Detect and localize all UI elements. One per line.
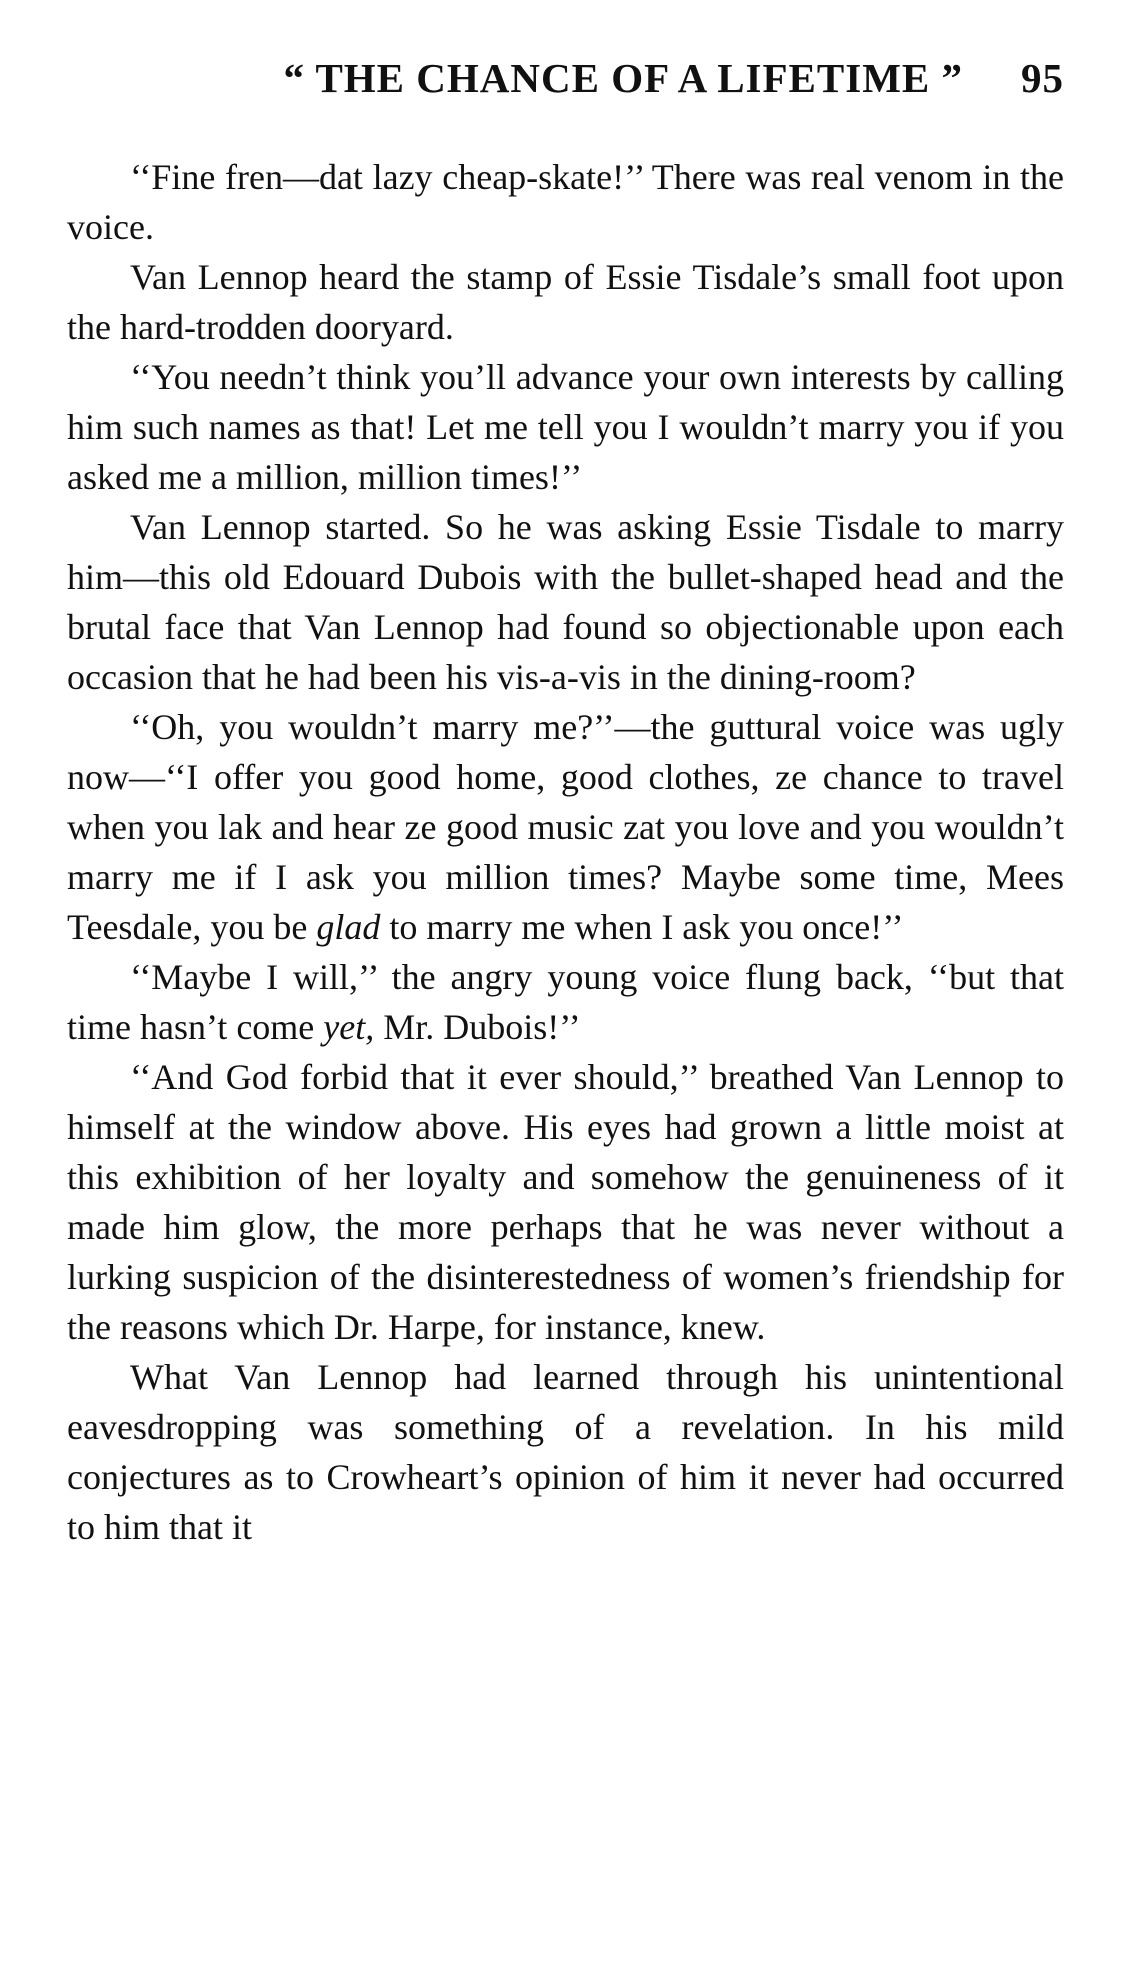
paragraph (67, 152, 1064, 252)
text-run: ‘‘Maybe I will,’’ the angry young voice flung back, ‘‘but that time hasn’t come (67, 957, 1064, 1047)
text-run: What Van Lennop had learned through his unintentional eavesdropping was something of a revelation. In his mild conjectures as to Crowheart’s opinion of him it never had occurred to him that it (67, 1357, 1064, 1547)
paragraph (67, 502, 1064, 702)
paragraph (67, 1352, 1064, 1552)
paragraph (67, 952, 1064, 1052)
text-run: Mr. Dubois!’’ (374, 1007, 581, 1047)
paragraph (67, 352, 1064, 502)
page-number: 95 (1021, 55, 1064, 101)
text-run: ‘‘Fine fren—dat lazy cheap-skate!’’ There was real venom in the voice. (67, 157, 1064, 247)
paragraph (67, 1052, 1064, 1352)
paragraph (67, 702, 1064, 952)
text-run: ‘‘And God forbid that it ever should,’’ breathed Van Lennop to himself at the window above. His eyes had grown a little moist at this exhibition of her loyalty and somehow the genuineness of it made him glow, the more perhaps that he was never without a lurking suspicion of the disinterestedness of women’s friendship for the reasons which Dr. Harpe, for instance, knew. (67, 1057, 1064, 1347)
text-run: ‘‘Oh, you wouldn’t marry me?’’—the guttural voice was ugly now—‘‘I offer you good home, good clothes, ze chance to travel when you lak and hear ze good music zat you love and you wouldn’t marry me if I ask you million times? Maybe some time, Mees Teesdale, you be (67, 707, 1064, 947)
italic-text: glad (316, 907, 381, 947)
running-title: “ THE CHANCE OF A LIFETIME ” (283, 55, 963, 101)
running-header (67, 54, 1064, 112)
text-run: Van Lennop heard the stamp of Essie Tisdale’s small foot upon the hard-trodden dooryard. (67, 257, 1064, 347)
text-run: Van Lennop started. So he was asking Essie Tisdale to marry him—this old Edouard Dubois with the bullet-shaped head and the brutal face that Van Lennop had found so objectionable upon each occasion that he had been his vis-a-vis in the dining-room? (67, 507, 1064, 697)
italic-text: yet, (323, 1007, 375, 1047)
paragraph (67, 252, 1064, 352)
text-run: to marry me when I ask you once!’’ (380, 907, 904, 947)
body-text (67, 152, 1064, 1552)
text-run: ‘‘You needn’t think you’ll advance your own interests by calling him such names as that! Let me tell you I wouldn’t marry you if you asked me a million, million times!’’ (67, 357, 1064, 497)
